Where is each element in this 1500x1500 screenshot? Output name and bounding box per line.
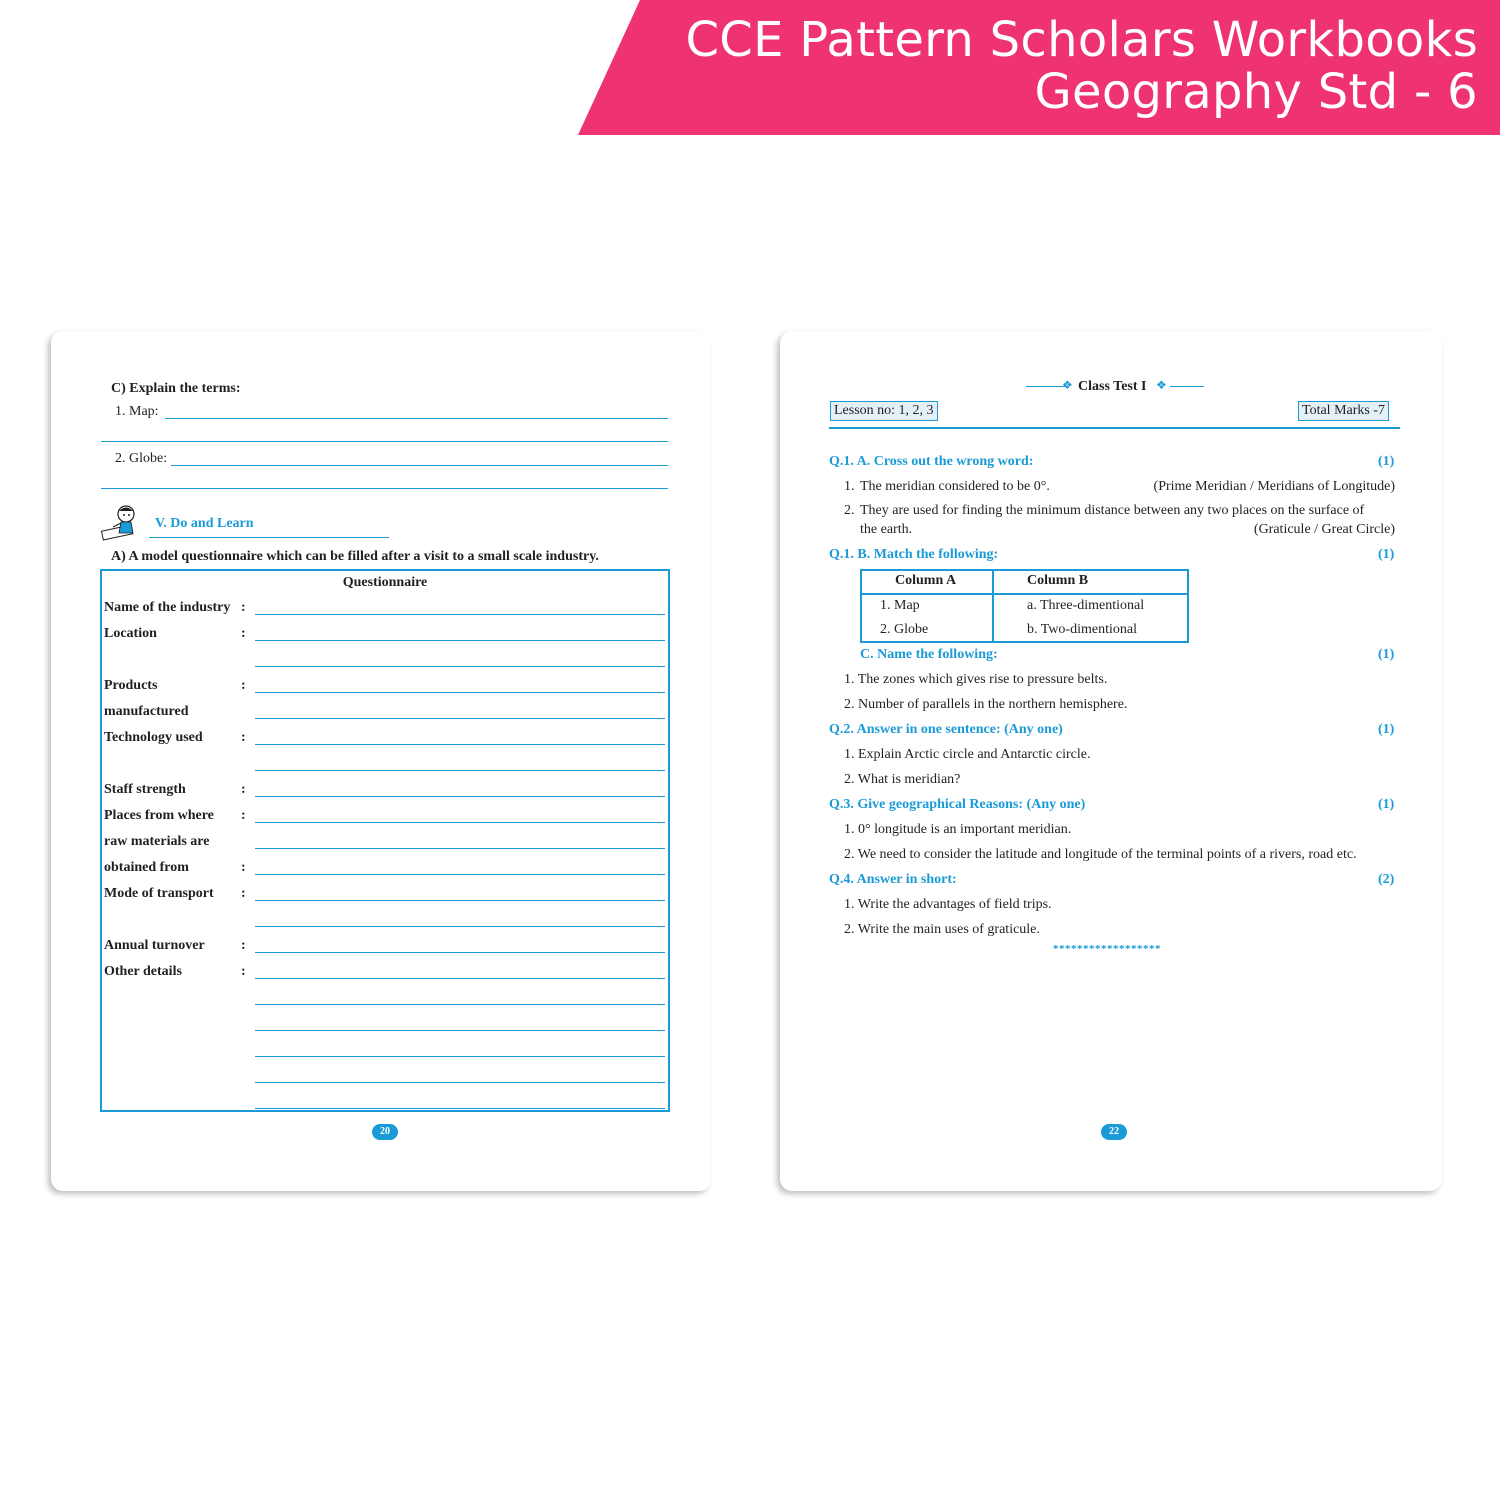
child-studying-icon <box>99 503 143 543</box>
table-header-rule <box>862 593 1187 595</box>
field-colon: : <box>241 886 246 901</box>
title-banner <box>0 0 1500 135</box>
diamond-icon: ❖ <box>1062 378 1073 392</box>
answer-line <box>165 418 668 419</box>
class-test-title: Class Test I <box>1078 379 1147 394</box>
field-colon: : <box>241 808 246 823</box>
questionnaire-field-label: Mode of transport <box>104 886 214 901</box>
questionnaire-field-label: Other details <box>104 964 182 979</box>
page-number: 22 <box>1101 1124 1127 1140</box>
q1a-item-1-num: 1. <box>844 479 855 494</box>
questionnaire-field-label: Name of the industry <box>104 600 231 615</box>
q4-item-2: 2. Write the main uses of graticule. <box>844 922 1040 937</box>
answer-line <box>255 718 665 719</box>
q2-marks: (1) <box>1378 722 1395 737</box>
q3-item-2: 2. We need to consider the latitude and longitude of the terminal points of a rivers, road etc. <box>844 847 1357 862</box>
answer-line <box>255 1030 665 1031</box>
end-stars: ****************** <box>1053 943 1161 955</box>
questionnaire-field-label: Annual turnover <box>104 938 205 953</box>
q1a-marks: (1) <box>1378 454 1395 469</box>
q2-label: Q.2. Answer in one sentence: (Any one) <box>829 722 1063 737</box>
answer-line <box>101 488 668 489</box>
answer-line <box>255 848 665 849</box>
answer-line <box>255 900 665 901</box>
answer-line <box>255 614 665 615</box>
title-rule-right <box>1170 386 1204 387</box>
questionnaire-subtitle: A) A model questionnaire which can be filled after a visit to a small scale industry. <box>111 549 599 564</box>
banner-line-2: Geography Std - 6 <box>1034 64 1478 120</box>
column-a-row-2: 2. Globe <box>880 622 929 637</box>
answer-line <box>255 822 665 823</box>
q1a-item-2-num: 2. <box>844 503 855 518</box>
page-number: 20 <box>372 1124 398 1140</box>
answer-line <box>255 1004 665 1005</box>
questionnaire-field-label: Technology used <box>104 730 203 745</box>
answer-line <box>255 640 665 641</box>
field-colon: : <box>241 730 246 745</box>
q3-marks: (1) <box>1378 797 1395 812</box>
answer-line <box>255 978 665 979</box>
section-c-title: C) Explain the terms: <box>111 381 241 396</box>
field-colon: : <box>241 678 246 693</box>
answer-line <box>255 874 665 875</box>
q1a-item-2-text: They are used for finding the minimum distance between any two places on the surface of <box>860 503 1365 518</box>
q1a-label: Q.1. A. Cross out the wrong word: <box>829 454 1034 469</box>
q1c-marks: (1) <box>1378 647 1395 662</box>
answer-line <box>255 692 665 693</box>
q1a-item-2-text-cont: the earth. <box>860 522 913 537</box>
column-b-row-1: a. Three-dimentional <box>1027 598 1145 613</box>
answer-line <box>255 1108 665 1109</box>
questionnaire-field-label: raw materials are <box>104 834 210 849</box>
term-map-label: 1. Map: <box>115 404 159 419</box>
title-rule-left <box>1026 386 1066 387</box>
q4-label: Q.4. Answer in short: <box>829 872 957 887</box>
table-divider <box>992 571 994 641</box>
column-a-header: Column A <box>895 573 957 588</box>
answer-line <box>255 926 665 927</box>
answer-line <box>255 952 665 953</box>
column-b-row-2: b. Two-dimentional <box>1027 622 1137 637</box>
q1b-marks: (1) <box>1378 547 1395 562</box>
answer-line <box>255 770 665 771</box>
column-b-header: Column B <box>1027 573 1089 588</box>
q1a-item-1-options: (Prime Meridian / Meridians of Longitude) <box>1153 479 1395 494</box>
field-colon: : <box>241 938 246 953</box>
questionnaire-field-label: Staff strength <box>104 782 186 797</box>
workbook-page-20 <box>51 331 711 1191</box>
questionnaire-field-label: obtained from <box>104 860 189 875</box>
q1b-label: Q.1. B. Match the following: <box>829 547 999 562</box>
field-colon: : <box>241 600 246 615</box>
answer-line <box>255 666 665 667</box>
answer-line <box>255 744 665 745</box>
q1c-item-2: 2. Number of parallels in the northern hemisphere. <box>844 697 1128 712</box>
header-rule <box>829 427 1400 429</box>
answer-line <box>255 796 665 797</box>
banner-line-1: CCE Pattern Scholars Workbooks <box>685 12 1478 68</box>
answer-line <box>255 1056 665 1057</box>
field-colon: : <box>241 626 246 641</box>
workbook-page-22 <box>780 331 1442 1191</box>
q1c-item-1: 1. The zones which gives rise to pressure belts. <box>844 672 1108 687</box>
diamond-icon: ❖ <box>1156 378 1167 392</box>
questionnaire-field-label: manufactured <box>104 704 189 719</box>
questionnaire-field-label: Places from where <box>104 808 214 823</box>
answer-line <box>171 465 668 466</box>
do-and-learn-heading: V. Do and Learn <box>155 516 254 531</box>
total-marks-box: Total Marks -7 <box>1298 401 1389 421</box>
q3-label: Q.3. Give geographical Reasons: (Any one) <box>829 797 1086 812</box>
banner-title <box>685 14 1478 118</box>
q4-item-1: 1. Write the advantages of field trips. <box>844 897 1052 912</box>
lesson-box: Lesson no: 1, 2, 3 <box>830 401 938 421</box>
q2-item-2: 2. What is meridian? <box>844 772 961 787</box>
questionnaire-title: Questionnaire <box>342 575 428 590</box>
match-table <box>860 569 1189 643</box>
q1c-label: C. Name the following: <box>860 647 998 662</box>
questionnaire-field-label: Location <box>104 626 157 641</box>
term-globe-label: 2. Globe: <box>115 451 168 466</box>
q3-item-1: 1. 0° longitude is an important meridian. <box>844 822 1072 837</box>
q2-item-1: 1. Explain Arctic circle and Antarctic circle. <box>844 747 1091 762</box>
q1a-item-1-text: The meridian considered to be 0°. <box>860 479 1050 494</box>
field-colon: : <box>241 964 246 979</box>
field-colon: : <box>241 860 246 875</box>
questionnaire-box <box>100 569 670 1112</box>
answer-line <box>255 1082 665 1083</box>
answer-line <box>101 441 668 442</box>
heading-underline <box>149 537 389 538</box>
q1a-item-2-options: (Graticule / Great Circle) <box>1253 522 1395 537</box>
q4-marks: (2) <box>1378 872 1395 887</box>
field-colon: : <box>241 782 246 797</box>
column-a-row-1: 1. Map <box>880 598 920 613</box>
questionnaire-field-label: Products <box>104 678 158 693</box>
